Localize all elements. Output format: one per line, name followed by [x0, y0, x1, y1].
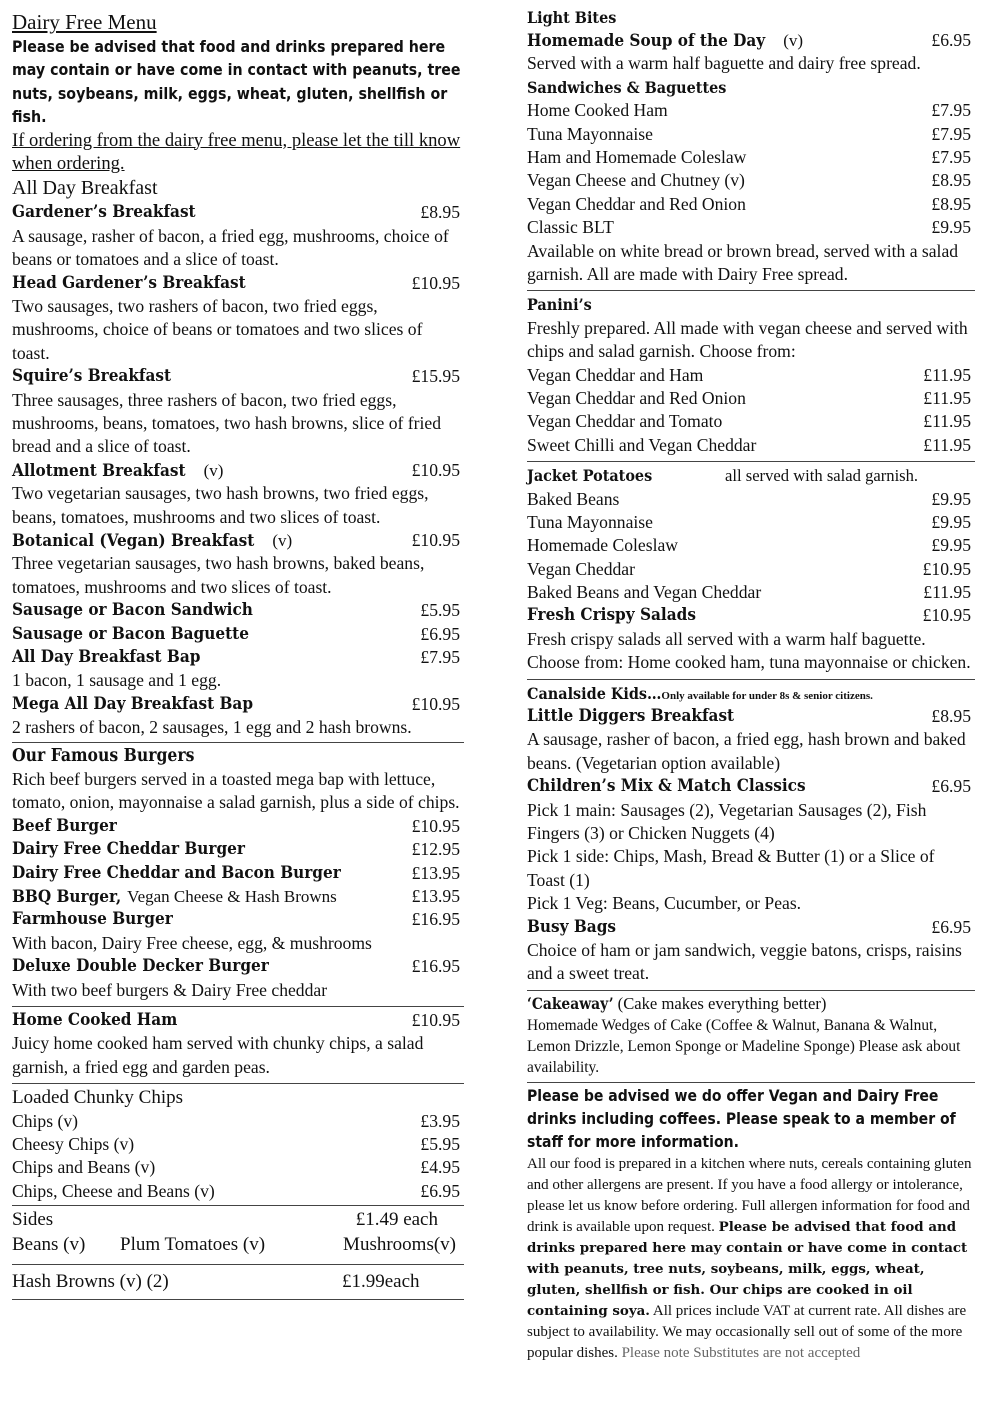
- kids-heading: Canalside Kids…: [527, 683, 662, 703]
- menu-item: [12, 1009, 464, 1032]
- item-price: £11.95: [923, 364, 971, 385]
- panini-list: [527, 364, 975, 458]
- item-name: Vegan Cheddar and Ham: [527, 364, 704, 385]
- menu-item: [527, 558, 975, 581]
- item-name: Chips (v): [12, 1110, 78, 1131]
- cakeaway-heading-row: [527, 993, 975, 1015]
- vegetarian-tag: (v): [783, 31, 804, 50]
- menu-item: [12, 1180, 464, 1203]
- panini-heading: Panini’s: [527, 295, 592, 315]
- item-description: Pick 1 main: Sausages (2), Vegetarian Sausages (2), Fish Fingers (3) or Chicken Nuggets (4): [527, 799, 927, 844]
- menu-item: [12, 908, 464, 931]
- menu-item: [527, 511, 975, 534]
- menu-item: [12, 272, 464, 295]
- item-price: £9.95: [931, 488, 971, 509]
- side-item: Beans (v): [12, 1233, 86, 1255]
- item-description: Pick 1 side: Chips, Mash, Bread & Butter (1) or a Slice of Toast (1): [527, 846, 935, 890]
- sides-row: [12, 1208, 464, 1231]
- item-price: £13.95: [411, 886, 460, 907]
- divider: [12, 1264, 464, 1265]
- item-description: 2 rashers of bacon, 2 sausages, 1 egg and 2 hash browns.: [12, 717, 412, 738]
- item-name: BBQ Burger,: [12, 887, 122, 908]
- item-price: £1.99each: [342, 1270, 420, 1292]
- item-name: Home Cooked Ham: [527, 100, 668, 121]
- item-description: With bacon, Dairy Free cheese, egg, & mushrooms: [12, 932, 372, 953]
- menu-item: [12, 838, 464, 861]
- menu-item: [12, 201, 464, 224]
- item-description: Juicy home cooked ham served with chunky chips, a salad garnish, a fried egg and garden peas.: [12, 1033, 424, 1077]
- vegetarian-tag: (v): [203, 460, 224, 480]
- item-name: Hash Browns (v) (2): [12, 1270, 169, 1292]
- item-price: £11.95: [923, 411, 971, 432]
- item-name: Sausage or Bacon Baguette: [12, 623, 249, 644]
- menu-item: [527, 216, 975, 239]
- item-description: A sausage, rasher of bacon, a fried egg, hash brown and baked beans. (Vegetarian option available): [527, 729, 966, 773]
- item-price: £16.95: [411, 909, 460, 930]
- menu-item: [12, 529, 464, 552]
- kids-note: Only available for under 8s & senior citizens.: [661, 689, 873, 702]
- item-name: Chips and Beans (v): [12, 1157, 156, 1178]
- kids-heading-row: [527, 682, 975, 705]
- item-name: Vegan Cheddar and Tomato: [527, 411, 723, 432]
- menu-item: [527, 387, 975, 410]
- menu-item: [527, 488, 975, 511]
- item-price: £6.95: [931, 776, 971, 797]
- item-name: Tuna Mayonnaise: [527, 511, 653, 532]
- item-price: £8.95: [931, 193, 971, 214]
- menu-title: Dairy Free Menu: [12, 10, 157, 34]
- sides-heading: Sides: [12, 1209, 54, 1231]
- jacket-heading-row: [527, 464, 975, 487]
- chips-heading: Loaded Chunky Chips: [12, 1087, 183, 1109]
- item-price: £10.95: [922, 558, 971, 579]
- item-name: Ham and Homemade Coleslaw: [527, 146, 747, 167]
- item-name: Sweet Chilli and Vegan Cheddar: [527, 434, 757, 455]
- item-price: £5.95: [420, 600, 460, 621]
- item-name: Little Diggers Breakfast: [527, 706, 735, 727]
- light-bites-heading: Light Bites: [527, 8, 617, 27]
- item-price: £10.95: [411, 272, 460, 293]
- item-price: £6.95: [420, 623, 460, 644]
- allergen-text: All our food is prepared in a kitchen where nuts, cereals containing gluten and other allergens are present. If you have a food allergy or intolerance, please let us know before ordering. Full allergen information for food and drink is available upon request.: [527, 1155, 972, 1235]
- item-name: Vegan Cheese and Chutney (v): [527, 170, 745, 191]
- item-price: £12.95: [411, 839, 460, 860]
- menu-item: [527, 29, 975, 52]
- item-description: Pick 1 Veg: Beans, Cucumber, or Peas.: [527, 893, 802, 914]
- sides-items: [12, 1232, 464, 1258]
- sides-price: £1.49 each: [355, 1209, 438, 1231]
- menu-item: [527, 364, 975, 387]
- item-price: £11.95: [923, 387, 971, 408]
- menu-item: [527, 146, 975, 169]
- item-price: £10.95: [411, 1010, 460, 1030]
- hash-row: [12, 1267, 464, 1297]
- cakeaway-heading: ‘Cakeaway’: [527, 994, 614, 1013]
- menu-item: [12, 815, 464, 838]
- item-name: Botanical (Vegan) Breakfast: [12, 531, 255, 552]
- jacket-heading: Jacket Potatoes: [527, 466, 653, 486]
- chips-list: [12, 1110, 464, 1204]
- ordering-note: If ordering from the dairy free menu, please let the till know when ordering.: [12, 129, 461, 175]
- item-description: Two vegetarian sausages, two hash browns, two fried eggs, beans, tomatoes, mushrooms and two slices of toast.: [12, 483, 429, 527]
- menu-item: [12, 693, 464, 716]
- breakfast-heading: All Day Breakfast: [12, 177, 158, 200]
- menu-item: [12, 955, 464, 978]
- item-description: Two sausages, two rashers of bacon, two fried eggs, mushrooms, choice of beans or tomatoes and two slices of toast.: [12, 296, 423, 363]
- item-description: With two beef burgers & Dairy Free cheddar: [12, 979, 328, 1000]
- item-description: 1 bacon, 1 sausage and 1 egg.: [12, 670, 222, 691]
- divider: [12, 1083, 464, 1084]
- side-item: Plum Tomatoes (v): [120, 1233, 266, 1255]
- item-description: Three sausages, three rashers of bacon, two fried eggs, mushrooms, beans, tomatoes, two hash browns, slice of fried bread and a slice of toast.: [12, 389, 442, 457]
- menu-item: [527, 99, 975, 122]
- item-description: Served with a warm half baguette and dairy free spread.: [527, 53, 921, 74]
- item-price: £10.95: [411, 815, 460, 836]
- cakeaway-description: Homemade Wedges of Cake (Coffee & Walnut, Banana & Walnut, Lemon Drizzle, Lemon Sponge or Madeline Sponge) Please ask about availability.: [527, 1016, 961, 1076]
- item-name: Sausage or Bacon Sandwich: [12, 600, 253, 621]
- item-name: Vegan Cheddar: [527, 558, 635, 579]
- allergen-info: [527, 1154, 975, 1364]
- item-description: Choice of ham or jam sandwich, veggie batons, crisps, raisins and a sweet treat.: [527, 940, 962, 984]
- divider: [12, 742, 464, 743]
- menu-item: [12, 862, 464, 885]
- burgers-heading: Our Famous Burgers: [12, 745, 195, 766]
- vegetarian-tag: (v): [272, 531, 293, 551]
- item-name: Vegan Cheddar and Red Onion: [527, 387, 746, 408]
- item-name: Baked Beans and Vegan Cheddar: [527, 582, 762, 603]
- item-price: £10.95: [922, 605, 971, 626]
- item-price: £13.95: [411, 862, 460, 883]
- item-price: £9.95: [931, 535, 971, 556]
- item-name: Dairy Free Cheddar Burger: [12, 839, 245, 860]
- item-price: £10.95: [411, 530, 460, 551]
- sandwich-list: [527, 99, 975, 239]
- divider: [527, 1082, 975, 1083]
- item-name: Cheesy Chips (v): [12, 1133, 135, 1154]
- divider: [12, 1205, 464, 1206]
- item-name: Deluxe Double Decker Burger: [12, 956, 269, 977]
- menu-item: [12, 1156, 464, 1179]
- menu-item: [527, 123, 975, 146]
- item-name: Gardener’s Breakfast: [12, 202, 196, 223]
- menu-item: [12, 885, 464, 908]
- item-description: Three vegetarian sausages, two hash browns, baked beans, tomatoes, mushrooms and two slices of toast.: [12, 553, 425, 597]
- item-price: £8.95: [420, 202, 460, 223]
- item-name: Squire’s Breakfast: [12, 366, 172, 387]
- jacket-note: all served with salad garnish.: [725, 466, 919, 486]
- allergy-warning: Please be advised that food and drinks prepared here may contain or have come in contact with peanuts, tree nuts, soybeans, milk, eggs, wheat, gluten, shellfish or fish.: [12, 37, 461, 127]
- divider: [527, 990, 975, 991]
- menu-item: [12, 599, 464, 622]
- divider: [12, 1006, 464, 1007]
- item-price: £7.95: [931, 123, 971, 144]
- item-name: Beef Burger: [12, 815, 117, 836]
- menu-item: [527, 604, 975, 627]
- sandwiches-heading: Sandwiches & Baguettes: [527, 77, 727, 97]
- menu-item: [527, 581, 975, 604]
- item-name: Allotment Breakfast: [12, 460, 186, 481]
- item-price: £11.95: [923, 434, 971, 455]
- item-price: £3.95: [420, 1110, 460, 1131]
- menu-item: [527, 775, 975, 798]
- menu-item: [12, 1110, 464, 1133]
- menu-item: [12, 365, 464, 388]
- item-price: £15.95: [411, 366, 460, 387]
- item-name: Farmhouse Burger: [12, 909, 173, 930]
- item-description: A sausage, rasher of bacon, a fried egg, mushrooms, choice of beans or tomatoes and a slice of toast.: [12, 225, 449, 270]
- item-price: £7.95: [931, 146, 971, 167]
- item-price: £5.95: [420, 1133, 460, 1154]
- sandwich-note: Available on white bread or brown bread, served with a salad garnish. All are made with Dairy Free spread.: [527, 240, 959, 284]
- item-name: Classic BLT: [527, 217, 614, 238]
- item-name: Dairy Free Cheddar and Bacon Burger: [12, 862, 341, 883]
- menu-item: [527, 534, 975, 557]
- breakfast-list: [12, 201, 464, 739]
- item-price: £10.95: [411, 459, 460, 480]
- menu-item: [12, 646, 464, 669]
- divider: [527, 679, 975, 680]
- drinks-notice: Please be advised we do offer Vegan and Dairy Free drinks including coffees. Please speak to a member of staff for more information.: [527, 1086, 956, 1151]
- item-name: Homemade Soup of the Day: [527, 31, 766, 51]
- menu-item: [527, 193, 975, 216]
- item-price: £9.95: [931, 217, 971, 238]
- vat-text: All prices include VAT at current rate. All dishes are subject to availability. We may occasionally sell out of some of the more popular dishes.: [527, 1302, 967, 1361]
- item-name: Busy Bags: [527, 916, 617, 937]
- item-name: Vegan Cheddar and Red Onion: [527, 193, 746, 214]
- item-name: Tuna Mayonnaise: [527, 123, 653, 144]
- side-item: Mushrooms(v): [343, 1233, 456, 1255]
- item-price: £6.95: [420, 1180, 460, 1201]
- item-name: Head Gardener’s Breakfast: [12, 272, 246, 293]
- menu-item: [12, 1133, 464, 1156]
- jacket-list: [527, 488, 975, 605]
- menu-item: [12, 459, 464, 482]
- item-name: All Day Breakfast Bap: [12, 647, 201, 668]
- item-extra: Vegan Cheese & Hash Browns: [127, 887, 337, 907]
- divider: [527, 290, 975, 291]
- item-price: £10.95: [411, 693, 460, 714]
- item-price: £11.95: [923, 582, 971, 603]
- menu-item: [527, 434, 975, 457]
- item-name: Fresh Crispy Salads: [527, 605, 696, 626]
- item-price: £7.95: [931, 100, 971, 121]
- item-name: Baked Beans: [527, 488, 620, 509]
- left-column: [12, 0, 464, 1302]
- item-name: Home Cooked Ham: [12, 1010, 178, 1030]
- substitutes-note: Please note Substitutes are not accepted: [621, 1344, 861, 1361]
- cakeaway-tag: (Cake makes everything better): [617, 993, 827, 1013]
- burgers-intro: Rich beef burgers served in a toasted mega bap with lettuce, tomato, onion, mayonnaise a salad garnish, plus a side of chips.: [12, 769, 460, 813]
- right-column: [527, 0, 975, 1364]
- menu-item: [12, 623, 464, 646]
- item-price: £8.95: [931, 706, 971, 727]
- item-name: Children’s Mix & Match Classics: [527, 776, 806, 797]
- menu-item: [527, 705, 975, 728]
- item-price: £7.95: [420, 647, 460, 668]
- item-price: £9.95: [931, 511, 971, 532]
- item-description: Fresh crispy salads all served with a warm half baguette. Choose from: Home cooked ham, tuna mayonnaise or chicken.: [527, 628, 971, 673]
- item-name: Mega All Day Breakfast Bap: [12, 693, 254, 714]
- item-name: Chips, Cheese and Beans (v): [12, 1180, 215, 1201]
- item-price: £8.95: [931, 170, 971, 191]
- panini-intro: Freshly prepared. All made with vegan cheese and served with chips and salad garnish. Choose from:: [527, 317, 968, 362]
- divider: [12, 1299, 464, 1300]
- menu-item: [527, 169, 975, 192]
- item-price: £4.95: [420, 1157, 460, 1178]
- burger-list: [12, 815, 464, 1002]
- menu-item: [527, 916, 975, 939]
- menu-item: [527, 410, 975, 433]
- item-price: £6.95: [931, 30, 971, 50]
- divider: [527, 461, 975, 462]
- allergen-bold: Please be advised that food and drinks prepared here may contain or have come in contact with peanuts, tree nuts, soybeans, milk, eggs, wheat, gluten, shellfish or fish. Our chips are cooked in oil containing soya.: [527, 1218, 968, 1319]
- item-price: £16.95: [411, 956, 460, 977]
- item-price: £6.95: [931, 916, 971, 937]
- item-name: Homemade Coleslaw: [527, 535, 678, 556]
